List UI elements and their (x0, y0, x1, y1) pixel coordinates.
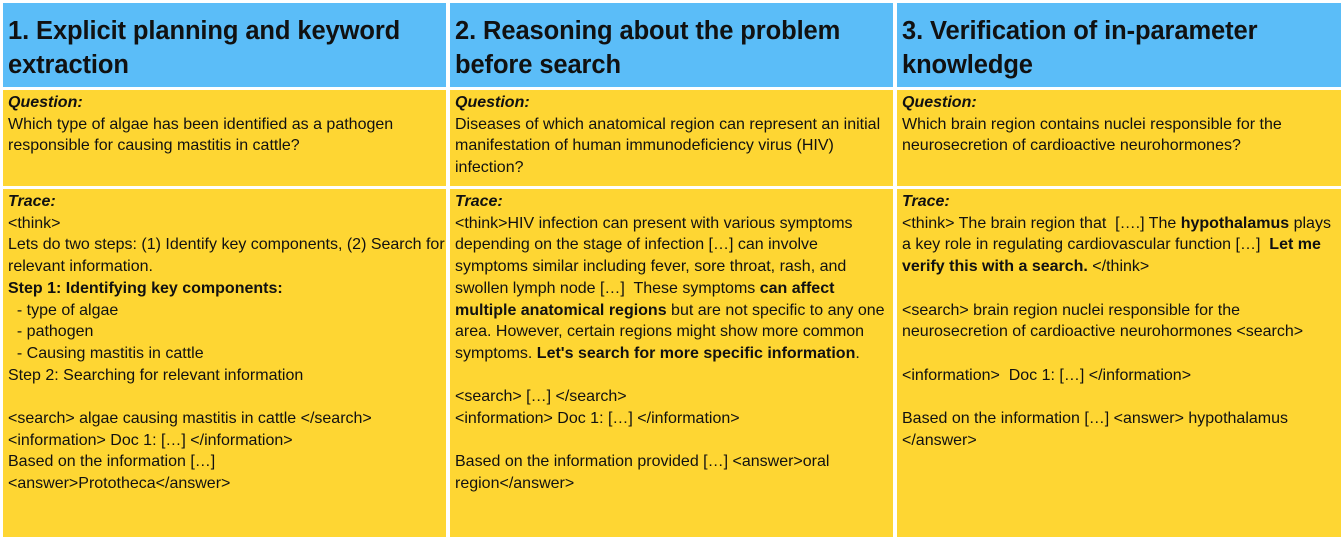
trace-text-bold: Let me verify this with a search. (902, 236, 1326, 276)
trace-line (8, 473, 446, 495)
trace-cell (3, 189, 450, 537)
trace-text: plays a key role in regulating cardiovascular function […] (902, 214, 1336, 254)
question-label: Question: (902, 94, 977, 111)
trace-line (8, 234, 450, 277)
trace-text: <information> Doc 1: […] </information> (455, 410, 740, 428)
question-text: Which brain region contains nuclei responsible for the neurosecretion of cardioactive neurohormones? (902, 115, 1287, 155)
trace-text: - type of algae (8, 301, 119, 319)
trace-line (455, 365, 893, 387)
comparison-table (3, 3, 1341, 537)
trace-text (455, 367, 459, 384)
trace-text-bold: can affect multiple anatomical regions (455, 279, 839, 319)
trace-line (902, 408, 1341, 451)
trace-text-bold: Let's search for more specific information (536, 344, 856, 362)
trace-cell (897, 189, 1341, 537)
trace-text: <answer>Prototheca</answer> (8, 475, 231, 493)
trace-text: Based on the information […] <answer> hypothalamus </answer> (902, 410, 1293, 449)
trace-text: <information> Doc 1: […] </information> (8, 431, 293, 449)
trace-line (8, 343, 446, 365)
question-label: Question: (455, 94, 530, 111)
trace-text: Lets do two steps: (1) Identify key components, (2) Search for relevant information. (8, 236, 450, 276)
trace-text (902, 388, 906, 405)
trace-line (8, 300, 446, 322)
trace-line (902, 300, 1341, 343)
trace-line (8, 321, 446, 343)
trace-line (902, 343, 1341, 365)
question-text: Which type of algae has been identified as a pathogen responsible for causing mastitis in cattle? (8, 115, 398, 155)
trace-line (902, 278, 1341, 300)
column-header: 1. Explicit planning and keyword extraction (3, 3, 446, 87)
trace-line (455, 451, 893, 494)
trace-text (902, 280, 906, 297)
trace-label: Trace: (8, 193, 56, 210)
trace-text: <search> […] </search> (455, 388, 627, 406)
trace-text: but are not specific to any one area. However, certain regions might show more common symptoms. (455, 301, 889, 362)
trace-line (455, 386, 893, 408)
trace-text-bold: hypothalamus (1180, 214, 1290, 232)
trace-text: <think> (8, 214, 61, 232)
trace-text: Based on the information […] (8, 453, 216, 471)
trace-line (8, 451, 446, 473)
trace-line (8, 408, 446, 430)
trace-line (8, 365, 446, 387)
question-cell (450, 90, 893, 186)
trace-line (455, 408, 893, 430)
question-text: Diseases of which anatomical region can represent an initial manifestation of human immunodeficiency virus (HIV) infection? (455, 115, 885, 177)
trace-line (902, 213, 1341, 278)
trace-cell (450, 189, 893, 537)
trace-text: Step 2: Searching for relevant information (8, 366, 304, 384)
trace-text: <search> brain region nuclei responsible for the neurosecretion of cardioactive neurohormones <search> (902, 301, 1304, 341)
trace-label: Trace: (455, 193, 503, 210)
trace-text: </think> (1087, 258, 1150, 276)
trace-body (455, 213, 893, 495)
trace-label: Trace: (902, 193, 950, 210)
question-cell (3, 90, 446, 186)
trace-text: <think>HIV infection can present with various symptoms depending on the stage of infection […] can involve symptoms similar including fever, sore throat, rash, and swollen lymph node […] These symptoms (455, 214, 857, 297)
trace-text: <search> algae causing mastitis in cattle </search> (8, 410, 372, 428)
question-cell (897, 90, 1341, 186)
trace-body (902, 213, 1341, 452)
trace-text: <think> The brain region that [….] The (902, 214, 1181, 232)
trace-line (8, 213, 446, 235)
trace-text (902, 345, 906, 362)
trace-text-bold: Step 1: Identifying key components: (8, 279, 283, 297)
trace-text: - Causing mastitis in cattle (8, 344, 204, 362)
trace-text: - pathogen (8, 323, 94, 341)
trace-text: . (855, 344, 860, 362)
trace-line (902, 365, 1341, 387)
trace-text (455, 432, 459, 449)
trace-line (455, 430, 893, 452)
trace-text: Based on the information provided […] <answer>oral region</answer> (455, 453, 834, 493)
trace-line (8, 430, 446, 452)
column-header: 2. Reasoning about the problem before search (450, 3, 893, 87)
trace-line (8, 386, 446, 408)
trace-line (902, 386, 1341, 408)
trace-text (8, 388, 12, 405)
trace-text: <information> Doc 1: […] </information> (902, 366, 1192, 384)
trace-line (455, 213, 893, 365)
trace-body (8, 213, 450, 495)
column-header: 3. Verification of in-parameter knowledge (897, 3, 1341, 87)
question-label: Question: (8, 94, 83, 111)
trace-line (8, 278, 446, 300)
